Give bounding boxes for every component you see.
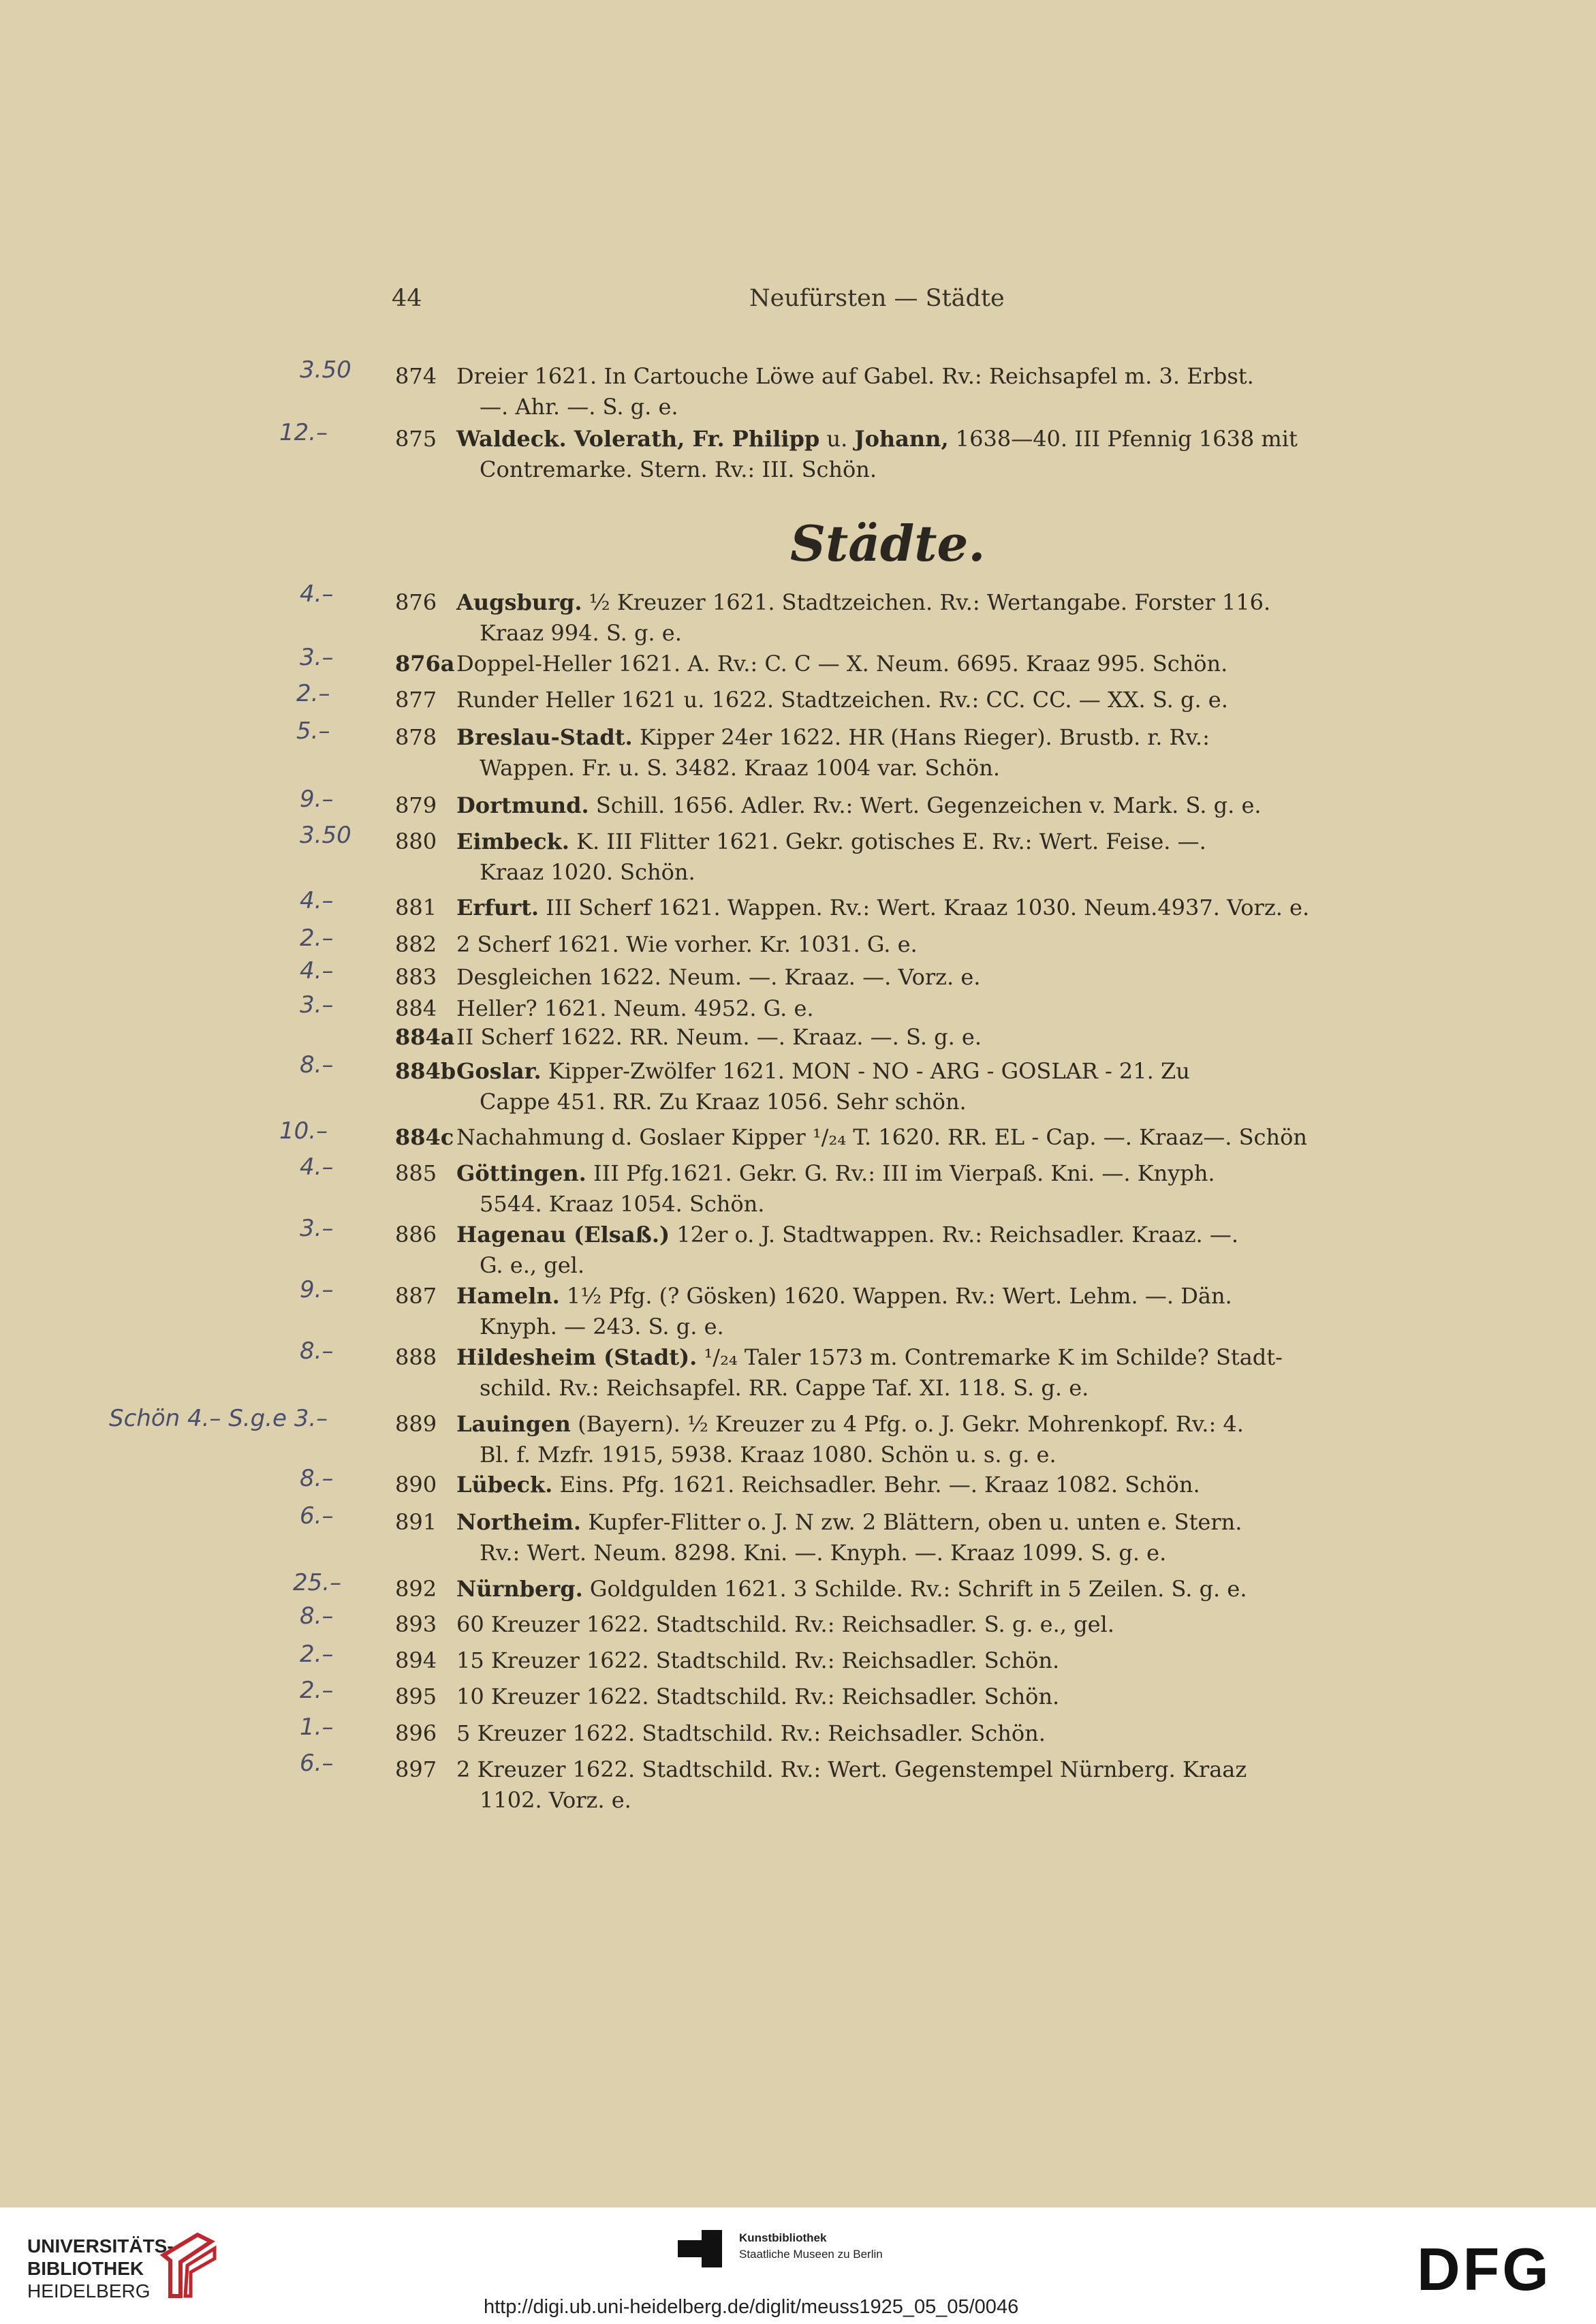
- entry-text: Runder Heller 1621 u. 1622. Stadtzeichen. Rv.: CC. CC. — XX. S. g. e.: [456, 687, 1228, 713]
- entry-number: 889: [395, 1411, 437, 1437]
- handwritten-price: 1.–: [300, 1714, 334, 1741]
- entry-number: 879: [395, 792, 437, 818]
- handwritten-price: 3.–: [300, 644, 334, 671]
- entry-heading: Hildesheim (Stadt).: [456, 1344, 698, 1370]
- handwritten-price: 4.–: [300, 887, 334, 914]
- handwritten-price: 2.–: [300, 1641, 334, 1668]
- entry-heading: Northeim.: [456, 1509, 582, 1535]
- entry-continuation: —. Ahr. —. S. g. e.: [480, 394, 678, 420]
- entry-number: 876: [395, 589, 437, 615]
- catalog-entry: [395, 1645, 1403, 1676]
- entry-heading: Lauingen: [456, 1411, 571, 1437]
- handwritten-price: 8.–: [300, 1465, 334, 1492]
- entry-number: 886: [395, 1222, 437, 1248]
- handwritten-price: 2.–: [300, 925, 334, 952]
- entry-text: 5 Kreuzer 1622. Stadtschild. Rv.: Reichsadler. Schön.: [456, 1720, 1046, 1746]
- entry-text: Kipper-Zwölfer 1621. MON - NO - ARG - GOSLAR - 21. Zu: [541, 1058, 1190, 1084]
- catalog-entry: [395, 893, 1403, 923]
- entry-continuation: Cappe 451. RR. Zu Kraaz 1056. Sehr schön.: [480, 1089, 967, 1115]
- handwritten-price: 8.–: [300, 1602, 334, 1630]
- entry-text: Nachahmung d. Goslaer Kipper ¹/₂₄ T. 1620. RR. EL - Cap. —. Kraaz—. Schön: [456, 1124, 1307, 1150]
- entry-continuation: Bl. f. Mzfr. 1915, 5938. Kraaz 1080. Schön u. s. g. e.: [480, 1442, 1057, 1468]
- catalog-entry: [395, 722, 1403, 784]
- catalog-entry: [395, 1574, 1403, 1605]
- catalog-entry: [395, 649, 1403, 679]
- entry-text: 1½ Pfg. (? Gösken) 1620. Wappen. Rv.: Wert. Lehm. —. Dän.: [559, 1283, 1232, 1309]
- catalog-entry: [395, 790, 1403, 821]
- catalog-entry: [395, 1220, 1403, 1281]
- catalog-entry: [395, 685, 1403, 715]
- ub-heidelberg-label[interactable]: [27, 2235, 174, 2302]
- entry-heading: Johann,: [854, 426, 949, 452]
- handwritten-price: 3.50: [300, 822, 351, 849]
- entry-heading: Lübeck.: [456, 1472, 553, 1498]
- entry-text: III Scherf 1621. Wappen. Rv.: Wert. Kraaz 1030. Neum.4937. Vorz. e.: [539, 895, 1310, 920]
- entry-number: 890: [395, 1472, 437, 1498]
- section-heading: Städte.: [790, 514, 986, 572]
- entry-heading: Goslar.: [456, 1058, 542, 1084]
- entry-text: Doppel-Heller 1621. A. Rv.: C. C — X. Neum. 6695. Kraaz 995. Schön.: [456, 651, 1228, 677]
- catalog-entry: [395, 1754, 1403, 1816]
- catalog-entry: [395, 1682, 1403, 1712]
- entry-number: 881: [395, 895, 437, 920]
- kunstbibliothek-logo-icon[interactable]: [674, 2227, 729, 2274]
- entry-heading: Augsburg.: [456, 589, 582, 615]
- entry-text: II Scherf 1622. RR. Neum. —. Kraaz. —. S. g. e.: [456, 1024, 982, 1050]
- ub-line-1: UNIVERSITÄTS-: [27, 2235, 174, 2257]
- entry-number: 876a: [395, 651, 455, 677]
- handwritten-price: 4.–: [300, 1153, 334, 1181]
- ub-heidelberg-logo-icon[interactable]: [157, 2228, 218, 2303]
- catalog-entry: [395, 1342, 1403, 1404]
- handwritten-price: 5.–: [296, 717, 330, 745]
- entry-number: 884: [395, 995, 437, 1021]
- catalog-entry: [395, 1507, 1403, 1568]
- entry-heading: Waldeck. Volerath, Fr. Philipp: [456, 426, 820, 452]
- catalog-entry: [395, 1409, 1403, 1470]
- catalog-entry: [395, 1056, 1403, 1117]
- entry-text: (Bayern). ½ Kreuzer zu 4 Pfg. o. J. Gekr. Mohrenkopf. Rv.: 4.: [570, 1411, 1244, 1437]
- kunstbibliothek-label: [739, 2230, 883, 2263]
- entry-text: 60 Kreuzer 1622. Stadtschild. Rv.: Reichsadler. S. g. e., gel.: [456, 1611, 1114, 1637]
- entry-continuation: Kraaz 994. S. g. e.: [480, 620, 682, 646]
- entry-text: ¹/₂₄ Taler 1573 m. Contremarke K im Schilde? Stadt-: [697, 1344, 1283, 1370]
- handwritten-price: 8.–: [300, 1337, 334, 1365]
- entry-number: 893: [395, 1611, 437, 1637]
- entry-text: u.: [819, 426, 855, 452]
- entry-continuation: Kraaz 1020. Schön.: [480, 859, 695, 885]
- entry-number: 884b: [395, 1058, 456, 1084]
- handwritten-price: 3.–: [300, 991, 334, 1019]
- entry-text: Desgleichen 1622. Neum. —. Kraaz. —. Vorz. e.: [456, 964, 981, 990]
- entry-number: 884c: [395, 1124, 454, 1150]
- entry-number: 888: [395, 1344, 437, 1370]
- entry-text: 2 Scherf 1621. Wie vorher. Kr. 1031. G. e.: [456, 931, 918, 957]
- entry-text: 12er o. J. Stadtwappen. Rv.: Reichsadler. Kraaz. —.: [670, 1222, 1239, 1248]
- catalog-entry: [395, 1609, 1403, 1640]
- catalog-entry: [395, 929, 1403, 960]
- handwritten-price: 6.–: [300, 1750, 334, 1777]
- entry-text: Eins. Pfg. 1621. Reichsadler. Behr. —. Kraaz 1082. Schön.: [552, 1472, 1200, 1498]
- handwritten-price: 4.–: [300, 580, 334, 608]
- catalog-entry: [395, 587, 1403, 649]
- entry-number: 896: [395, 1720, 437, 1746]
- entry-text: Schill. 1656. Adler. Rv.: Wert. Gegenzeichen v. Mark. S. g. e.: [589, 792, 1262, 818]
- entry-number: 877: [395, 687, 437, 713]
- catalog-entry: [395, 1470, 1403, 1500]
- entry-heading: Breslau-Stadt.: [456, 724, 633, 750]
- entry-text: 2 Kreuzer 1622. Stadtschild. Rv.: Wert. Gegenstempel Nürnberg. Kraaz: [456, 1756, 1247, 1782]
- catalog-entry: [395, 826, 1403, 888]
- entry-continuation: schild. Rv.: Reichsapfel. RR. Cappe Taf. XI. 118. S. g. e.: [480, 1375, 1089, 1401]
- handwritten-price: Schön 4.– S.g.e 3.–: [109, 1405, 328, 1432]
- entry-text: Kupfer-Flitter o. J. N zw. 2 Blättern, oben u. unten e. Stern.: [581, 1509, 1242, 1535]
- catalog-entry: [395, 962, 1403, 993]
- entry-continuation: Knyph. — 243. S. g. e.: [480, 1314, 724, 1339]
- catalog-entry: [395, 361, 1403, 422]
- entry-heading: Nürnberg.: [456, 1576, 583, 1602]
- entry-continuation: Wappen. Fr. u. S. 3482. Kraaz 1004 var. Schön.: [480, 755, 1001, 781]
- handwritten-price: 2.–: [296, 680, 330, 707]
- entry-text: Heller? 1621. Neum. 4952. G. e.: [456, 995, 814, 1021]
- entry-heading: Erfurt.: [456, 895, 539, 920]
- entry-continuation: 5544. Kraaz 1054. Schön.: [480, 1191, 765, 1217]
- entry-text: Kipper 24er 1622. HR (Hans Rieger). Brustb. r. Rv.:: [632, 724, 1210, 750]
- entry-number: 878: [395, 724, 437, 750]
- entry-text: 1638—40. III Pfennig 1638 mit: [948, 426, 1298, 452]
- entry-number: 884a: [395, 1024, 455, 1050]
- entry-number: 874: [395, 363, 437, 389]
- handwritten-price: 6.–: [300, 1502, 334, 1530]
- entry-number: 891: [395, 1509, 437, 1535]
- catalog-entry: [395, 1122, 1403, 1153]
- entry-number: 887: [395, 1283, 437, 1309]
- handwritten-price: 9.–: [300, 1276, 334, 1303]
- handwritten-price: 4.–: [300, 957, 334, 985]
- entry-heading: Göttingen.: [456, 1160, 586, 1186]
- handwritten-price: 2.–: [300, 1677, 334, 1704]
- entry-number: 880: [395, 828, 437, 854]
- catalog-entry: [395, 993, 1403, 1024]
- entry-text: 10 Kreuzer 1622. Stadtschild. Rv.: Reichsadler. Schön.: [456, 1684, 1060, 1709]
- entry-text: Goldgulden 1621. 3 Schilde. Rv.: Schrift in 5 Zeilen. S. g. e.: [582, 1576, 1247, 1602]
- entry-continuation: G. e., gel.: [480, 1252, 585, 1278]
- entry-number: 897: [395, 1756, 437, 1782]
- kb-line-1: Kunstbibliothek: [739, 2231, 827, 2244]
- entry-number: 885: [395, 1160, 437, 1186]
- kb-line-2: Staatliche Museen zu Berlin: [739, 2248, 883, 2261]
- entry-heading: Hagenau (Elsaß.): [456, 1222, 670, 1248]
- handwritten-price: 9.–: [300, 786, 334, 813]
- handwritten-price: 3.–: [300, 1215, 334, 1242]
- entry-heading: Eimbeck.: [456, 828, 569, 854]
- catalog-entry: [395, 1281, 1403, 1342]
- entry-number: 875: [395, 426, 437, 452]
- page-number: 44: [392, 285, 422, 312]
- handwritten-price: 3.50: [300, 356, 351, 384]
- running-title: Neufürsten — Städte: [749, 285, 1005, 312]
- entry-text: III Pfg.1621. Gekr. G. Rv.: III im Vierpaß. Kni. —. Knyph.: [586, 1160, 1215, 1186]
- entry-number: 882: [395, 931, 437, 957]
- entry-text: 15 Kreuzer 1622. Stadtschild. Rv.: Reichsadler. Schön.: [456, 1647, 1060, 1673]
- entry-number: 894: [395, 1647, 437, 1673]
- catalog-entry: [395, 1158, 1403, 1220]
- ub-line-3: HEIDELBERG: [27, 2280, 151, 2302]
- catalog-entry: [395, 424, 1403, 485]
- entry-number: 895: [395, 1684, 437, 1709]
- ub-line-2: BIBLIOTHEK: [27, 2258, 144, 2279]
- handwritten-price: 8.–: [300, 1051, 334, 1079]
- handwritten-price: 25.–: [293, 1569, 342, 1596]
- catalog-entry: [395, 1022, 1403, 1053]
- viewer-footer: [0, 2207, 1596, 2324]
- entry-text: K. III Flitter 1621. Gekr. gotisches E. Rv.: Wert. Feise. —.: [569, 828, 1206, 854]
- entry-continuation: Contremarke. Stern. Rv.: III. Schön.: [480, 456, 877, 482]
- entry-text: ½ Kreuzer 1621. Stadtzeichen. Rv.: Wertangabe. Forster 116.: [582, 589, 1271, 615]
- entry-heading: Hameln.: [456, 1283, 560, 1309]
- entry-continuation: Rv.: Wert. Neum. 8298. Kni. —. Knyph. —. Kraaz 1099. S. g. e.: [480, 1540, 1167, 1566]
- entry-text: Dreier 1621. In Cartouche Löwe auf Gabel. Rv.: Reichsapfel m. 3. Erbst.: [456, 363, 1254, 389]
- entry-number: 883: [395, 964, 437, 990]
- dfg-logo[interactable]: DFG: [1417, 2235, 1552, 2303]
- catalog-entry: [395, 1718, 1403, 1749]
- entry-heading: Dortmund.: [456, 792, 589, 818]
- entry-continuation: 1102. Vorz. e.: [480, 1787, 631, 1813]
- handwritten-price: 10.–: [279, 1117, 328, 1145]
- permalink-url[interactable]: http://digi.ub.uni-heidelberg.de/diglit/meuss1925_05_05/0046: [484, 2296, 1019, 2318]
- handwritten-price: 12.–: [279, 419, 328, 446]
- entry-number: 892: [395, 1576, 437, 1602]
